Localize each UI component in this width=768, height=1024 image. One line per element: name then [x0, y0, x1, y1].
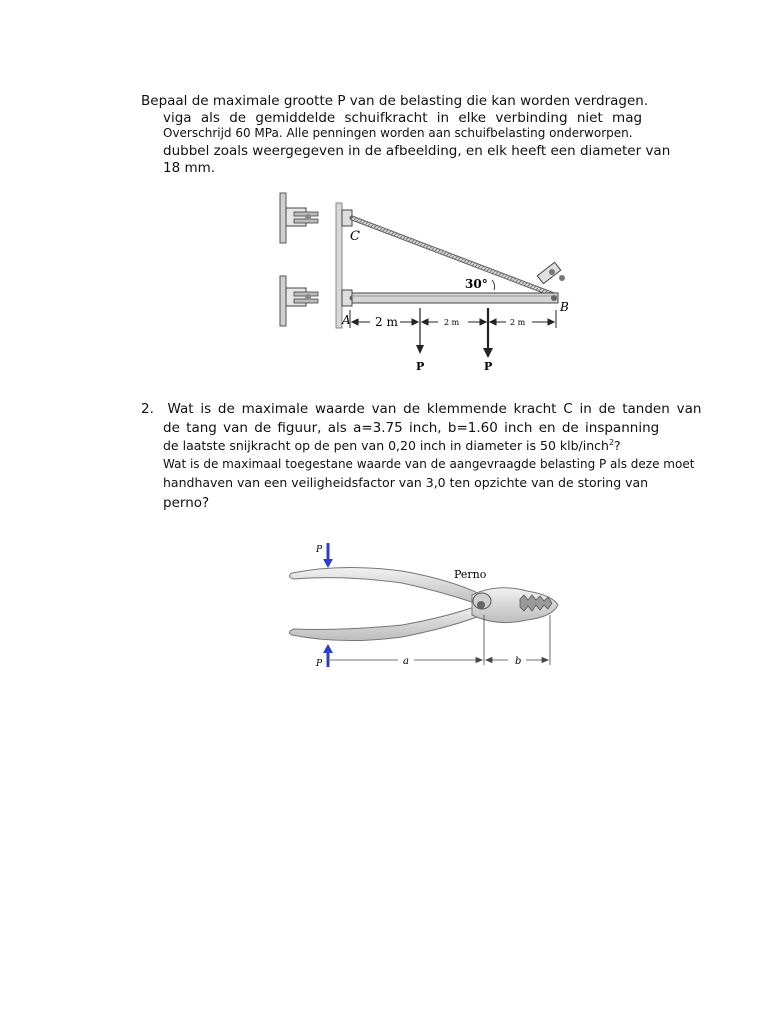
pliers-lower-handle: [289, 605, 482, 641]
load-label-bottom: P: [316, 659, 323, 669]
dim-label-b: b: [515, 656, 522, 667]
load-label-1: P: [416, 360, 425, 373]
support-wall: [336, 203, 342, 328]
beam-truss-figure: [270, 188, 590, 378]
load-label-2: P: [484, 360, 493, 373]
dim-label-1: 2 m: [375, 315, 398, 329]
pliers-figure: [282, 535, 572, 675]
question2-line2: de tang van de figuur, als a=3.75 inch, b=1.60 inch en de inspanning: [163, 420, 660, 436]
question2-line3-text: de laatste snijkracht op de pen van 0,20 inch in diameter is 50 klb/inch: [163, 438, 609, 454]
label-a: A: [342, 313, 351, 327]
question2-line1-text: Wat is de maximale waarde van de klemmende kracht C in de tanden van: [167, 401, 702, 417]
load-label-top: P: [316, 545, 323, 555]
question2-line3-end: ?: [614, 438, 621, 454]
pin-label: Perno: [454, 568, 487, 581]
question1-line3: Overschrijd 60 MPa. Alle penningen worden aan schuifbelasting onderworpen.: [163, 126, 633, 140]
question2-line4: Wat is de maximaal toegestane waarde van de aangevraagde belasting P als deze moet: [163, 457, 695, 471]
load-arrow-top: [323, 543, 333, 568]
question2-line5: handhaven van een veiligheidsfactor van 3,0 ten opzichte van de storing van: [163, 475, 649, 490]
wall-bracket-detail-lower: [280, 276, 318, 326]
question2-line6: perno?: [163, 495, 210, 511]
question2-line3: [163, 438, 621, 453]
load-arrow-2: [483, 308, 493, 358]
dim-label-a: a: [403, 656, 409, 667]
dim-label-3: 2 m: [510, 318, 526, 327]
question1-line5: 18 mm.: [163, 160, 216, 176]
wall-bracket-detail-upper: [280, 193, 318, 243]
load-arrow-1: [416, 308, 424, 354]
question2-line3-superscript: 2: [608, 438, 615, 447]
pivot-pin: [473, 593, 491, 609]
angle-label: 30°: [465, 277, 488, 291]
question1-line1: Bepaal de maximale grootte P van de belasting die kan worden verdragen.: [141, 93, 649, 109]
clevis-detail-b: [537, 262, 565, 283]
dim-label-2: 2 m: [444, 318, 460, 327]
label-b: B: [560, 300, 569, 314]
question1-line2: viga als de gemiddelde schuifkracht in elke verbinding niet mag: [163, 110, 643, 126]
question1-line4: dubbel zoals weergegeven in de afbeelding, en elk heeft een diameter van: [163, 143, 671, 159]
question2-line1: [141, 401, 701, 417]
label-c: C: [350, 229, 360, 244]
beam-ab: [352, 293, 558, 303]
question2-number: 2.: [141, 401, 154, 417]
